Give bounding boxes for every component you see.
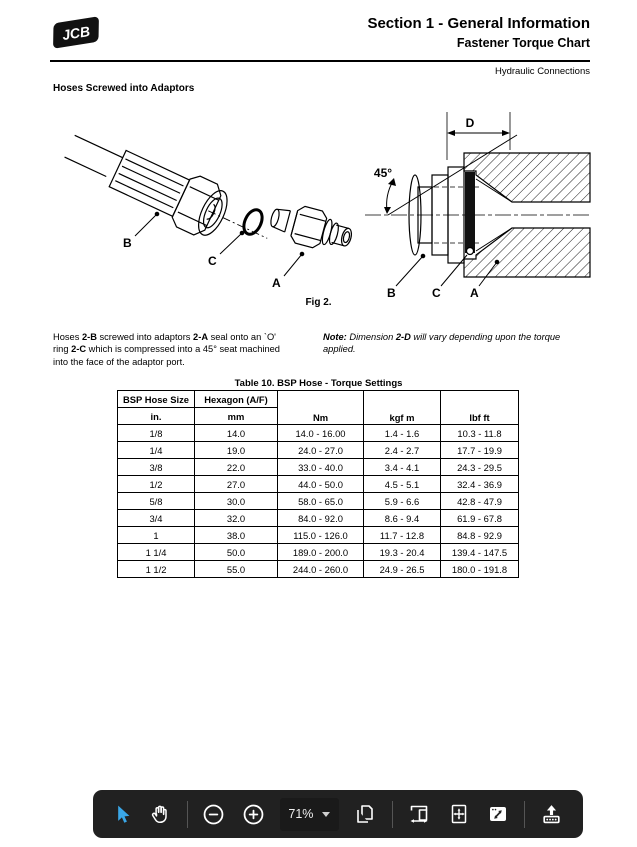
- cell: 22.0: [195, 459, 278, 476]
- zoom-level-dropdown[interactable]: [280, 798, 339, 831]
- cell: 24.0 - 27.0: [278, 442, 364, 459]
- label-angle-45: 45°: [373, 166, 393, 180]
- cell: 14.0 - 16.00: [278, 425, 364, 442]
- cell: 3/8: [118, 459, 195, 476]
- zoom-in-icon: [241, 802, 266, 827]
- cell: 1/4: [118, 442, 195, 459]
- cell: 38.0: [195, 527, 278, 544]
- ref-2b: 2-B: [81, 332, 97, 342]
- cell: 3/4: [118, 510, 195, 527]
- cell: 1 1/4: [118, 544, 195, 561]
- hand-tool-button[interactable]: [147, 794, 174, 834]
- cell: 19.3 - 20.4: [364, 544, 441, 561]
- header-rule: [50, 60, 590, 62]
- label-d: D: [465, 116, 475, 130]
- cell: 8.6 - 9.4: [364, 510, 441, 527]
- cell: 30.0: [195, 493, 278, 510]
- cell: 42.8 - 47.9: [441, 493, 519, 510]
- note-label: Note:: [323, 332, 347, 342]
- cell: 33.0 - 40.0: [278, 459, 364, 476]
- upload-dock-icon: [539, 802, 564, 827]
- cell: 32.0: [195, 510, 278, 527]
- cursor-icon: [111, 803, 134, 826]
- note-text: will vary depending upon the torque applied.: [323, 332, 561, 355]
- section-title: Section 1 - General Information: [367, 15, 590, 32]
- table-row: [118, 425, 519, 442]
- cell: 189.0 - 200.0: [278, 544, 364, 561]
- note-paragraph: [323, 331, 577, 356]
- table-title: Table 10. BSP Hose - Torque Settings: [234, 378, 403, 389]
- cell: 244.0 - 260.0: [278, 561, 364, 578]
- cell: 1.4 - 1.6: [364, 425, 441, 442]
- select-tool-button[interactable]: [111, 794, 134, 834]
- table-row: [118, 544, 519, 561]
- para-text: seal onto an `O' ring: [53, 332, 276, 355]
- cell: 24.9 - 26.5: [364, 561, 441, 578]
- ref-2a: 2-A: [193, 332, 209, 342]
- col-header-lbfft: lbf ft: [441, 391, 519, 425]
- cell: 61.9 - 67.8: [441, 510, 519, 527]
- cell: 17.7 - 19.9: [441, 442, 519, 459]
- ref-2d: 2-D: [395, 332, 411, 342]
- jcb-logo-text: JCB: [60, 22, 92, 43]
- fit-page-icon: [447, 802, 471, 826]
- cell: 55.0: [195, 561, 278, 578]
- para-text: which is compressed into a 45° seat machined into the face of the adaptor port.: [53, 344, 280, 367]
- cell: 84.8 - 92.9: [441, 527, 519, 544]
- cell: 27.0: [195, 476, 278, 493]
- table-row: [118, 527, 519, 544]
- chevron-down-icon: [322, 812, 330, 817]
- viewer-toolbar: [93, 790, 583, 838]
- hand-icon: [148, 802, 172, 826]
- torque-table: [117, 390, 519, 578]
- table-row: [118, 561, 519, 578]
- cell: 115.0 - 126.0: [278, 527, 364, 544]
- para-text: screwed into adaptors: [96, 332, 194, 342]
- para-text: Hoses: [53, 332, 82, 342]
- section-heading: Hoses Screwed into Adaptors: [53, 83, 195, 94]
- header-titles: [367, 15, 590, 51]
- label-c-right: C: [432, 286, 441, 300]
- label-c-left: C: [208, 254, 217, 268]
- toolbar-separator: [392, 801, 393, 828]
- figure-caption: Fig 2.: [305, 297, 332, 308]
- col-header-bsp: BSP Hose Size: [118, 391, 195, 408]
- cell: 1/2: [118, 476, 195, 493]
- table-row: [118, 476, 519, 493]
- table-row: [118, 459, 519, 476]
- note-text: Dimension: [346, 332, 396, 342]
- table-row: [118, 442, 519, 459]
- cell: 2.4 - 2.7: [364, 442, 441, 459]
- copy-pages-icon: [353, 802, 377, 826]
- jcb-logo: [53, 16, 99, 49]
- cell: 84.0 - 92.0: [278, 510, 364, 527]
- cell: 19.0: [195, 442, 278, 459]
- col-unit-mm: mm: [195, 408, 278, 425]
- zoom-in-button[interactable]: [240, 794, 267, 834]
- cell: 139.4 - 147.5: [441, 544, 519, 561]
- col-header-nm: Nm: [278, 391, 364, 425]
- dock-toolbar-button[interactable]: [538, 794, 565, 834]
- subheader: Hydraulic Connections: [494, 66, 590, 77]
- cell: 11.7 - 12.8: [364, 527, 441, 544]
- ref-2c: 2-C: [71, 344, 87, 355]
- label-b-left: B: [123, 236, 132, 250]
- cell: 50.0: [195, 544, 278, 561]
- zoom-level-value: 71%: [288, 807, 314, 821]
- cell: 1: [118, 527, 195, 544]
- zoom-out-icon: [201, 802, 226, 827]
- figure-left-drawing: [55, 110, 355, 310]
- col-unit-in: in.: [118, 408, 195, 425]
- col-header-kgfm: kgf m: [364, 391, 441, 425]
- cell: 1/8: [118, 425, 195, 442]
- fit-page-button[interactable]: [445, 794, 472, 834]
- cell: 24.3 - 29.5: [441, 459, 519, 476]
- table-row: [118, 510, 519, 527]
- toolbar-separator: [524, 801, 525, 828]
- label-a-left: A: [272, 276, 281, 290]
- cell: 4.5 - 5.1: [364, 476, 441, 493]
- cell: 3.4 - 4.1: [364, 459, 441, 476]
- cell: 180.0 - 191.8: [441, 561, 519, 578]
- table-row: [118, 493, 519, 510]
- label-b-right: B: [387, 286, 396, 300]
- label-a-right: A: [470, 286, 479, 300]
- cell: 58.0 - 65.0: [278, 493, 364, 510]
- body-paragraph: [53, 331, 287, 368]
- col-header-hex: Hexagon (A/F): [195, 391, 278, 408]
- cell: 14.0: [195, 425, 278, 442]
- table-header-row-1: [118, 391, 519, 408]
- fit-width-icon: [407, 802, 431, 826]
- page-subtitle: Fastener Torque Chart: [456, 36, 590, 51]
- cell: 5/8: [118, 493, 195, 510]
- cell: 10.3 - 11.8: [441, 425, 519, 442]
- fit-width-button[interactable]: [406, 794, 433, 834]
- copy-pages-button[interactable]: [352, 794, 379, 834]
- figure-right-drawing: [360, 105, 600, 310]
- cell: 1 1/2: [118, 561, 195, 578]
- expand-view-button[interactable]: [485, 794, 512, 834]
- cell: 5.9 - 6.6: [364, 493, 441, 510]
- cell: 32.4 - 36.9: [441, 476, 519, 493]
- cell: 44.0 - 50.0: [278, 476, 364, 493]
- zoom-out-button[interactable]: [201, 794, 228, 834]
- toolbar-separator: [187, 801, 188, 828]
- expand-icon: [486, 802, 510, 826]
